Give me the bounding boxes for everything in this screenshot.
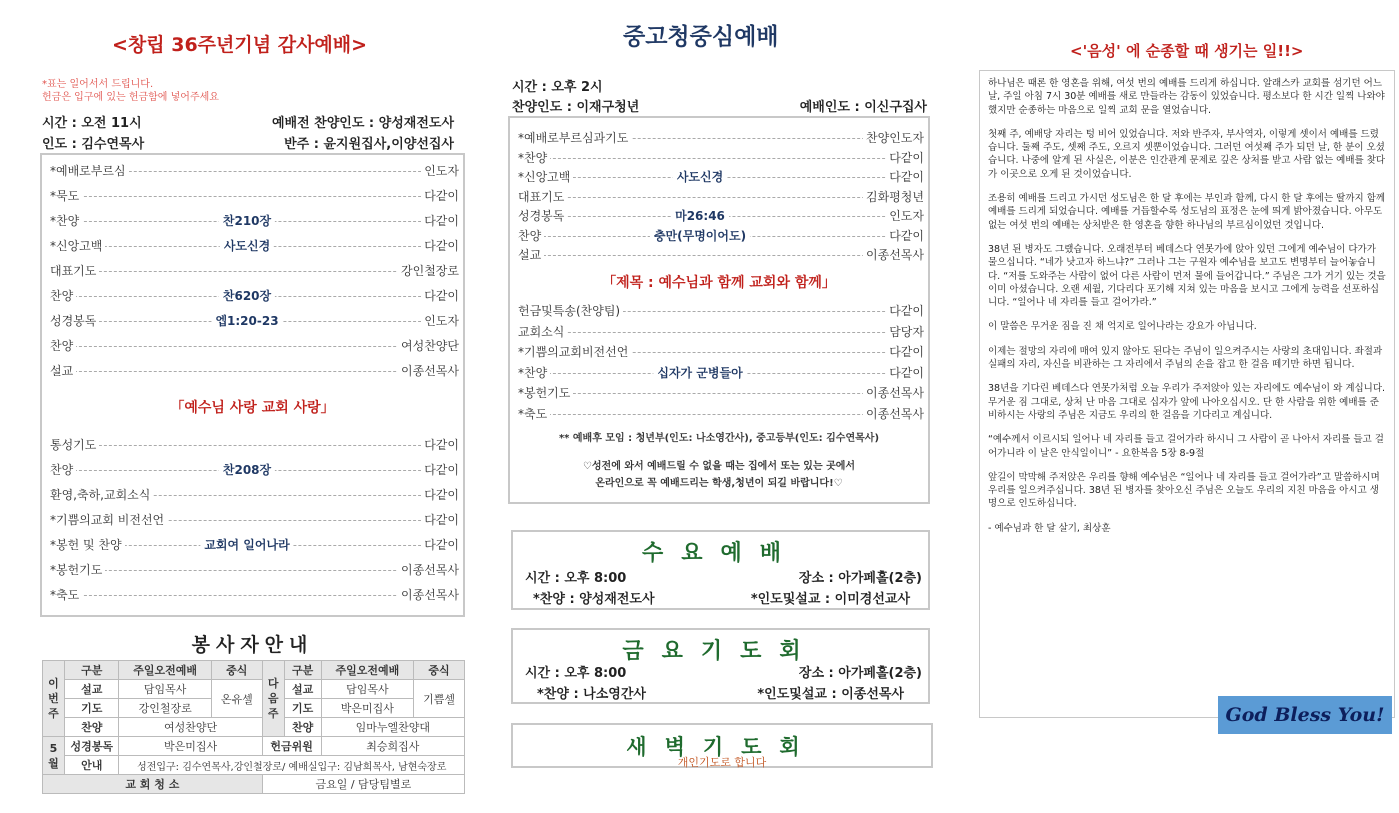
- order-item-person: 다같이: [421, 236, 459, 256]
- order-item-person: 다같이: [886, 342, 924, 362]
- order-row: [42, 460, 463, 480]
- leader-dots: [54, 595, 451, 596]
- dawn-subtitle: 개인기도로 합니다: [677, 756, 767, 769]
- dawn-title: 새벽기도회: [626, 735, 818, 759]
- story-paragraph: 이제는 절망의 자리에 매여 있지 않아도 된다는 주님이 일으켜주시는 사랑의 초대입니다. 좌절과 실패의 자리, 자신을 비관하는 그 자리에서 주님의 손을 잡고 한 걸음 떼기만 하면 됩니다.: [988, 345, 1383, 371]
- cell-prayer-this: 강인철장로: [119, 699, 211, 718]
- order-item-name: *묵도: [50, 186, 82, 206]
- friday-place: 장소 : 아가페홀(2층): [798, 666, 922, 681]
- row-label-sermon: 설교: [65, 680, 119, 699]
- left-time: 시간 : 오전 11시: [42, 116, 142, 131]
- left-order-box: [40, 153, 465, 617]
- story-paragraph: 앞길이 막막해 주저앉은 우리를 향해 예수님은 “일어나 네 자리를 들고 걸어가라”고 말씀하시며 우리를 일으켜주십니다. 38년 된 병자를 찾아오신 주님은 오늘도 우리의 지친 마음을 아시고 생명으로 인도하십니다.: [988, 471, 1380, 510]
- leader-dots: [518, 332, 920, 333]
- order-item-detail: 엡1:20-23: [211, 311, 282, 331]
- middle-title: 중고청중심예배: [623, 24, 779, 50]
- header-gubun-2: 구분: [284, 661, 321, 680]
- order-item-person: 이종선목사: [863, 383, 924, 403]
- order-row: [510, 245, 928, 265]
- order-item-detail: 사도신경: [220, 236, 274, 256]
- right-title: <'음성' 에 순종할 때 생기는 일!!>: [1070, 42, 1304, 60]
- left-note-1: *표는 일어서서 드립니다.: [42, 79, 154, 90]
- order-item-person: 다같이: [421, 286, 459, 306]
- order-row: [510, 322, 928, 342]
- order-item-name: 찬양: [50, 336, 76, 356]
- left-accompaniment: 반주 : 윤지원집사,이양선집사: [284, 137, 454, 152]
- order-row: [510, 342, 928, 362]
- order-row: [42, 535, 463, 555]
- cell-sermon-this: 담임목사: [119, 680, 211, 699]
- header-service: 주일오전예배: [119, 661, 211, 680]
- order-item-detail: 십자가 군병들아: [653, 363, 746, 383]
- order-row: [42, 560, 463, 580]
- leader-dots: [518, 255, 920, 256]
- leader-dots: [518, 197, 920, 198]
- header-meal: 중식: [211, 661, 262, 680]
- order-item-person: 담당자: [886, 322, 924, 342]
- week-this-label: 이번주: [43, 661, 65, 737]
- order-item-detail: 찬620장: [219, 286, 275, 306]
- left-title: <창립 36주년기념 감사예배>: [112, 34, 368, 56]
- row-label-offering: 헌금위원: [262, 737, 321, 756]
- order-item-person: 김화평청년: [863, 187, 924, 207]
- cell-reading: 박은미집사: [119, 737, 262, 756]
- row-label-prayer: 기도: [65, 699, 119, 718]
- cell-meal-next: 기쁨셀: [414, 680, 465, 718]
- friday-title: 금요기도회: [622, 639, 819, 664]
- order-item-name: 환영,축하,교회소식: [50, 485, 153, 505]
- order-item-name: *기쁨의교회 비전선언: [50, 510, 167, 530]
- order-item-name: *신앙고백: [518, 167, 573, 187]
- cell-offering: 최승희집사: [321, 737, 464, 756]
- friday-preach: *인도및설교 : 이종선목사: [757, 687, 904, 702]
- order-row: [42, 211, 463, 231]
- order-item-name: 찬양: [50, 286, 76, 306]
- god-bless-you-badge: God Bless You!: [1218, 696, 1392, 734]
- story-paragraph: 38년 된 병자도 그랬습니다. 오래전부터 베데스다 연못가에 앉아 있던 그에게 예수님이 다가가 물으십니다. “네가 낫고자 하느냐?” 그러나 그는 구원자 예수님을 보고도 변명부터 늘어놓습니다. “저를 도와주는 사람이 없어 다른 사람이 먼저 물에 들어갑니다.” 주님은 그가 거기 있는 것을 이미 아셨습니다. 오랜 세월, 기다리다 포기해 지쳐 있는 마음을 보시고 그에게 능력을 선포하십니다. “일어나 네 자리를 들고 걸어가라.”: [988, 243, 1386, 309]
- leader-dots: [54, 346, 451, 347]
- order-item-name: *찬양: [518, 148, 550, 168]
- order-row: [42, 311, 463, 331]
- week-next-label: 다음주: [262, 661, 284, 737]
- cell-usher: 성전입구: 김수연목사,강인철장로/ 예배실입구: 김남희목사, 남현숙장로: [119, 756, 465, 775]
- middle-praise-leader: 찬양인도 : 이재구청년: [512, 100, 640, 115]
- left-pre-worship: 예배전 찬양인도 : 양성재전도사: [271, 116, 454, 131]
- order-item-name: *봉헌기도: [518, 383, 573, 403]
- order-row: [510, 383, 928, 403]
- order-item-name: *예배로부르심과기도: [518, 128, 631, 148]
- row-label-prayer-2: 기도: [284, 699, 321, 718]
- order-row: [42, 485, 463, 505]
- wednesday-preach: *인도및설교 : 이미경선교사: [750, 592, 910, 607]
- order-row: [510, 404, 928, 424]
- order-item-detail: 사도신경: [673, 167, 727, 187]
- order-item-person: 다같이: [886, 148, 924, 168]
- wednesday-box: [511, 530, 930, 610]
- middle-time: 시간 : 오후 2시: [512, 80, 603, 95]
- order-item-name: *축도: [50, 585, 82, 605]
- order-item-name: *신앙고백: [50, 236, 105, 256]
- order-item-detail: 마26:46: [671, 206, 729, 226]
- cell-prayer-next: 박은미집사: [321, 699, 413, 718]
- order-item-name: 헌금및특송(찬양팀): [518, 301, 623, 321]
- order-row: [42, 585, 463, 605]
- wednesday-place: 장소 : 아가페홀(2층): [798, 571, 922, 586]
- friday-praise: *찬양 : 나소영간사: [537, 687, 646, 702]
- middle-notice-2: ♡성전에 와서 예배드릴 수 없을 때는 집에서 또는 있는 곳에서: [582, 461, 856, 472]
- header-gubun: 구분: [65, 661, 119, 680]
- order-item-person: 다같이: [421, 535, 459, 555]
- leader-dots: [54, 371, 451, 372]
- row-label-praise: 찬양: [65, 718, 119, 737]
- order-row: [42, 510, 463, 530]
- row-label-usher: 안내: [65, 756, 119, 775]
- cell-meal-this: 온유셀: [211, 680, 262, 718]
- order-row: [42, 286, 463, 306]
- order-row: [510, 226, 928, 246]
- order-item-person: 다같이: [886, 301, 924, 321]
- order-item-name: 성경봉독: [518, 206, 567, 226]
- order-row: [510, 167, 928, 187]
- story-paragraph: “예수께서 이르시되 일어나 네 자리를 들고 걸어가라 하시니 그 사람이 곧 나아서 자리를 들고 걸어가니라 이 날은 안식일이니” - 요한복음 5장 8-9절: [988, 434, 1384, 459]
- order-item-person: 다같이: [886, 363, 924, 383]
- wednesday-praise: *찬양 : 양성재전도사: [533, 592, 655, 607]
- left-note-2: 헌금은 입구에 있는 헌금함에 넣어주세요: [42, 92, 219, 103]
- order-item-name: *기쁨의교회비전선언: [518, 342, 631, 362]
- order-item-name: 대표기도: [50, 261, 99, 281]
- order-item-person: 다같이: [421, 485, 459, 505]
- volunteer-table: [42, 660, 465, 794]
- wednesday-title: 수요예배: [641, 541, 799, 566]
- middle-notice-3: 온라인으로 꼭 예배드리는 학생,청년이 되길 바랍니다!♡: [595, 478, 843, 489]
- order-item-name: 찬양: [518, 226, 544, 246]
- order-item-name: *찬양: [518, 363, 550, 383]
- order-row: [510, 128, 928, 148]
- story-paragraph: 조용히 예배를 드리고 가시던 성도님은 한 달 후에는 부인과 함께, 다시 한 달 후에는 딸까지 함께 예배를 드리게 되었습니다. 예배를 거듭할수록 성도님의 표정은 눈에 띄게 밝아졌습니다. 아무도 없는 여섯 번의 예배는 상처받은 한 영혼을 향한 하나님의 부르심이었던 것입니다.: [988, 193, 1386, 231]
- leader-dots: [54, 271, 451, 272]
- order-row: [42, 361, 463, 381]
- middle-worship-leader: 예배인도 : 이신구집사: [799, 100, 927, 115]
- order-item-name: 통성기도: [50, 435, 99, 455]
- order-item-name: 대표기도: [518, 187, 567, 207]
- order-item-person: 이종선목사: [863, 404, 924, 424]
- story-paragraph: 첫째 주, 예배당 자리는 텅 비어 있었습니다. 저와 반주자, 부사역자, 이렇게 셋이서 예배를 드렸습니다. 둘째 주도, 셋째 주도, 오르지 셋뿐이었습니다. 그러던 여섯째 주가 되던 날, 한 분이 오셨습니다. 나중에 알게 된 사실은, 이분은 인간관계 문제로 깊은 상처를 받고 사람 없는 예배를 찾다가 이곳으로 오게 된 것이었습니다.: [988, 128, 1386, 180]
- order-item-person: 찬양인도자: [863, 128, 924, 148]
- order-row: [510, 206, 928, 226]
- middle-order-box: [508, 116, 930, 504]
- leader-dots: [54, 445, 451, 446]
- order-item-name: *봉헌기도: [50, 560, 105, 580]
- order-item-name: *예배로부르심: [50, 161, 129, 181]
- order-item-detail: 교회여 일어나라: [200, 535, 293, 555]
- cell-praise-this: 여성찬양단: [119, 718, 262, 737]
- row-label-sermon-2: 설교: [284, 680, 321, 699]
- friday-time: 시간 : 오후 8:00: [525, 666, 627, 681]
- order-row: [42, 336, 463, 356]
- order-item-person: 이종선목사: [863, 245, 924, 265]
- order-row: [510, 148, 928, 168]
- order-item-person: 다같이: [421, 460, 459, 480]
- story-text: [979, 70, 1395, 718]
- leader-dots: [518, 414, 920, 415]
- order-row: [510, 363, 928, 383]
- order-item-person: 다같이: [886, 167, 924, 187]
- order-item-name: 설교: [50, 361, 76, 381]
- order-item-person: 이종선목사: [398, 560, 459, 580]
- order-item-person: 다같이: [421, 186, 459, 206]
- order-item-detail: 찬208장: [219, 460, 275, 480]
- header-meal-2: 중식: [414, 661, 465, 680]
- order-row: [42, 435, 463, 455]
- order-item-name: *축도: [518, 404, 550, 424]
- order-item-name: 설교: [518, 245, 544, 265]
- order-item-person: 여성찬양단: [398, 336, 459, 356]
- order-row: [42, 186, 463, 206]
- story-paragraph: - 예수님과 한 달 살기, 최상훈: [988, 522, 1111, 534]
- order-item-detail: 찬210장: [219, 211, 275, 231]
- header-service-2: 주일오전예배: [321, 661, 413, 680]
- story-paragraph: 38년을 기다린 베데스다 연못가처럼 오늘 우리가 주저앉아 있는 자리에도 예수님이 와 계십니다. 무거운 짐 그대로, 상처 난 마음 그대로 십자가 앞에 나아오십시오. 단 한 사람을 위한 예배를 준비하시는 사랑의 주님은 지금도 우리의 한 걸음을 기다리고 계십니다.: [988, 383, 1386, 421]
- story-paragraph: 하나님은 때론 한 영혼을 위해, 여섯 번의 예배를 드리게 하십니다. 알래스카 교회를 섬기던 어느 날, 주일 아침 7시 30분 예배를 새로 만들라는 감동이 있었습니다. 평소보다 한 시간 일찍 나와야 했지만 순종하는 마음으로 일찍 교회 문을 열었습니다.: [988, 78, 1385, 116]
- row-label-praise-2: 찬양: [284, 718, 321, 737]
- order-row: [510, 301, 928, 321]
- order-item-detail: 충만(무명이어도): [650, 226, 750, 246]
- order-item-person: 인도자: [886, 206, 924, 226]
- cell-sermon-next: 담임목사: [321, 680, 413, 699]
- wednesday-time: 시간 : 오후 8:00: [525, 571, 627, 586]
- order-item-person: 다같이: [421, 211, 459, 231]
- leader-dots: [54, 196, 451, 197]
- dawn-box: [511, 723, 933, 768]
- order-row: [510, 187, 928, 207]
- order-row: [42, 236, 463, 256]
- leader-dots: [518, 158, 920, 159]
- order-item-person: 인도자: [421, 311, 459, 331]
- order-row: [42, 161, 463, 181]
- order-item-name: 찬양: [50, 460, 76, 480]
- middle-notice-1: ** 예배후 모임 : 청년부(인도: 나소영간사), 중고등부(인도: 김수연목사): [558, 433, 880, 444]
- order-item-person: 인도자: [421, 161, 459, 181]
- order-item-person: 이종선목사: [398, 585, 459, 605]
- story-paragraph: 이 말씀은 무거운 짐을 진 채 억지로 일어나라는 강요가 아닙니다.: [988, 321, 1257, 333]
- left-sermon-title: 「예수님 사랑 교회 사랑」: [170, 400, 335, 416]
- order-item-name: 성경봉독: [50, 311, 99, 331]
- service-title: 봉사자안내: [191, 634, 314, 656]
- leader-dots: [518, 393, 920, 394]
- leader-dots: [54, 570, 451, 571]
- order-item-person: 강인철장로: [398, 261, 459, 281]
- order-item-person: 다같이: [886, 226, 924, 246]
- left-leader: 인도 : 김수연목사: [42, 137, 145, 152]
- cell-cleaning: 금요일 / 담당팀별로: [262, 775, 464, 794]
- cell-praise-next: 임마누엘찬양대: [321, 718, 464, 737]
- order-item-name: 교회소식: [518, 322, 567, 342]
- order-item-name: *찬양: [50, 211, 82, 231]
- month-label: 5월: [43, 737, 65, 775]
- row-label-cleaning: 교 회 청 소: [43, 775, 263, 794]
- friday-box: [511, 628, 930, 704]
- middle-sermon-title: 「제목 : 예수님과 함께 교회와 함께」: [602, 275, 836, 291]
- row-label-reading: 성경봉독: [65, 737, 119, 756]
- order-item-name: *봉헌 및 찬양: [50, 535, 125, 555]
- order-row: [42, 261, 463, 281]
- order-item-person: 이종선목사: [398, 361, 459, 381]
- order-item-person: 다같이: [421, 510, 459, 530]
- order-item-person: 다같이: [421, 435, 459, 455]
